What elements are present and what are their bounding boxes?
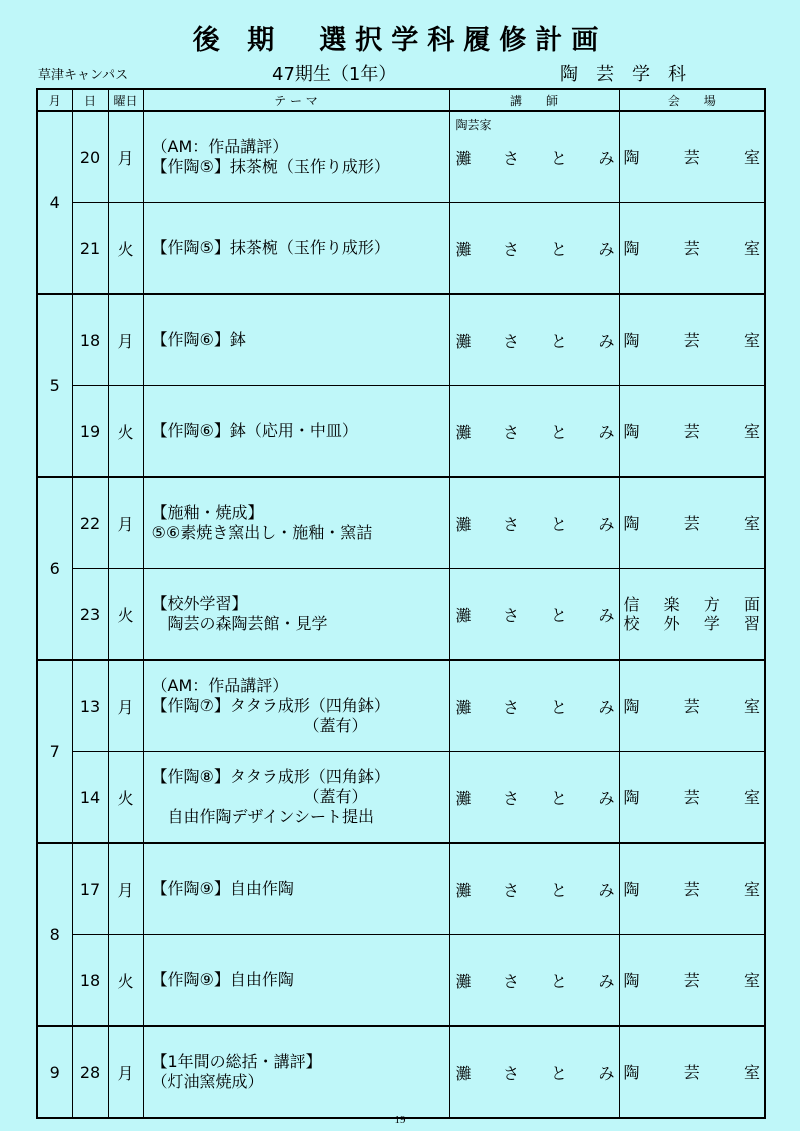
instructor-name: [456, 695, 615, 718]
table-row: [37, 752, 765, 844]
header-venue: 会 場: [619, 89, 765, 111]
venue-cell: [619, 935, 765, 1027]
venue-char: 室: [743, 787, 760, 807]
weekday-cell: 月: [108, 1026, 143, 1118]
header-instructor: 講 師: [449, 89, 619, 111]
instructor-name-char: さ: [503, 331, 520, 351]
table-row: [37, 111, 765, 203]
venue-cell: [619, 477, 765, 569]
instructor-cell: [449, 752, 619, 844]
instructor-name-char: と: [550, 605, 567, 625]
venue-line: [624, 971, 761, 990]
venue-char: 陶: [623, 238, 640, 258]
theme-cell: 【作陶⑥】鉢: [143, 294, 449, 386]
weekday-cell: 火: [108, 569, 143, 661]
day-cell: 28: [72, 1026, 108, 1118]
venue-char: 室: [743, 421, 760, 441]
month-cell: 9: [37, 1026, 72, 1118]
day-cell: 17: [72, 843, 108, 935]
instructor-name-char: さ: [503, 697, 520, 717]
day-cell: 19: [72, 386, 108, 478]
day-cell: 13: [72, 660, 108, 752]
instructor-name-char: 灘: [455, 1063, 472, 1083]
venue-char: 陶: [623, 970, 640, 990]
day-cell: 18: [72, 294, 108, 386]
instructor-name: [456, 512, 615, 535]
venue-char: 陶: [623, 696, 640, 716]
header-month: 月: [37, 89, 72, 111]
venue-line: [624, 595, 761, 614]
department-label: 陶芸学科: [560, 64, 704, 85]
venue-char: 室: [743, 238, 760, 258]
venue-cell: [619, 1026, 765, 1118]
theme-cell: （AM：作品講評） 【作陶⑦】タタラ成形（四角鉢） （蓋有）: [143, 660, 449, 752]
instructor-name-char: さ: [503, 1063, 520, 1083]
venue-char: 室: [743, 330, 760, 350]
instructor-name-char: 灘: [455, 422, 472, 442]
instructor-name-char: み: [598, 1063, 615, 1083]
instructor-name-char: 灘: [455, 331, 472, 351]
month-cell: 4: [37, 111, 72, 294]
table-row: [37, 569, 765, 661]
venue-cell: [619, 569, 765, 661]
instructor-name-char: と: [550, 1063, 567, 1083]
weekday-cell: 月: [108, 843, 143, 935]
weekday-cell: 火: [108, 203, 143, 295]
weekday-cell: 火: [108, 935, 143, 1027]
cohort-label: 47期生（1年）: [272, 64, 397, 85]
venue-char: 学: [703, 614, 720, 633]
header-theme: テ ー マ: [143, 89, 449, 111]
weekday-cell: 月: [108, 477, 143, 569]
table-row: [37, 294, 765, 386]
month-cell: 8: [37, 843, 72, 1026]
venue-char: 芸: [683, 238, 700, 258]
day-cell: 20: [72, 111, 108, 203]
venue-line: [624, 148, 761, 167]
instructor-name-char: と: [550, 880, 567, 900]
table-row: [37, 386, 765, 478]
instructor-name-char: 灘: [455, 605, 472, 625]
venue-cell: [619, 752, 765, 844]
theme-cell: 【施釉・焼成】 ⑤⑥素焼き窯出し・施釉・窯詰: [143, 477, 449, 569]
venue-char: 芸: [683, 330, 700, 350]
instructor-name-char: さ: [503, 605, 520, 625]
table-row: [37, 935, 765, 1027]
venue-char: 室: [743, 1062, 760, 1082]
theme-cell: 【作陶⑨】自由作陶: [143, 935, 449, 1027]
instructor-cell: [449, 569, 619, 661]
venue-char: 芸: [683, 421, 700, 441]
instructor-name-char: み: [598, 422, 615, 442]
venue-char: 信: [623, 595, 640, 614]
theme-cell: 【作陶⑨】自由作陶: [143, 843, 449, 935]
header-weekday: 曜日: [108, 89, 143, 111]
venue-char: 楽: [663, 595, 680, 614]
venue-char: 室: [743, 147, 760, 167]
venue-line: [624, 239, 761, 258]
venue-char: 芸: [683, 879, 700, 899]
table-row: [37, 1026, 765, 1118]
day-cell: 22: [72, 477, 108, 569]
theme-cell: 【校外学習】 陶芸の森陶芸館・見学: [143, 569, 449, 661]
instructor-name-char: と: [550, 514, 567, 534]
instructor-name-char: と: [550, 331, 567, 351]
venue-cell: [619, 660, 765, 752]
instructor-cell: [449, 843, 619, 935]
venue-char: 陶: [623, 879, 640, 899]
schedule-body: [37, 111, 765, 1118]
instructor-name-char: さ: [503, 422, 520, 442]
instructor-name-char: み: [598, 697, 615, 717]
instructor-cell: [449, 386, 619, 478]
instructor-name-char: み: [598, 880, 615, 900]
theme-cell: 【作陶⑧】タタラ成形（四角鉢） （蓋有） 自由作陶デザインシート提出: [143, 752, 449, 844]
table-header-row: [37, 89, 765, 111]
instructor-name-char: 灘: [455, 148, 472, 168]
weekday-cell: 月: [108, 294, 143, 386]
instructor-name-char: 灘: [455, 971, 472, 991]
campus-label: 草津キャンパス: [38, 68, 129, 83]
day-cell: 18: [72, 935, 108, 1027]
venue-char: 芸: [683, 513, 700, 533]
table-row: [37, 203, 765, 295]
venue-char: 面: [743, 595, 760, 614]
venue-char: 陶: [623, 1062, 640, 1082]
instructor-name-char: さ: [503, 788, 520, 808]
instructor-name-char: 灘: [455, 239, 472, 259]
venue-char: 芸: [683, 1062, 700, 1082]
instructor-name: [456, 1061, 615, 1084]
venue-line: [624, 1063, 761, 1082]
instructor-name-char: さ: [503, 880, 520, 900]
venue-line: [624, 614, 761, 633]
instructor-name-char: と: [550, 148, 567, 168]
venue-char: 陶: [623, 147, 640, 167]
day-cell: 23: [72, 569, 108, 661]
instructor-name-char: と: [550, 971, 567, 991]
venue-char: 芸: [683, 696, 700, 716]
instructor-name-char: と: [550, 422, 567, 442]
instructor-name-char: さ: [503, 971, 520, 991]
instructor-name-char: と: [550, 697, 567, 717]
month-cell: 7: [37, 660, 72, 843]
weekday-cell: 火: [108, 752, 143, 844]
instructor-name-char: 灘: [455, 880, 472, 900]
venue-char: 室: [743, 513, 760, 533]
instructor-name-char: み: [598, 788, 615, 808]
page-number: 19: [394, 1114, 406, 1126]
venue-char: 芸: [683, 787, 700, 807]
month-cell: 6: [37, 477, 72, 660]
venue-line: [624, 788, 761, 807]
venue-char: 陶: [623, 513, 640, 533]
instructor-cell: [449, 477, 619, 569]
venue-line: [624, 422, 761, 441]
instructor-cell: [449, 203, 619, 295]
instructor-name-char: み: [598, 971, 615, 991]
instructor-name-char: さ: [503, 239, 520, 259]
venue-char: 外: [663, 614, 680, 633]
venue-line: [624, 514, 761, 533]
venue-char: 方: [703, 595, 720, 614]
venue-line: [624, 331, 761, 350]
instructor-name-char: み: [598, 239, 615, 259]
venue-char: 芸: [683, 147, 700, 167]
instructor-name-char: み: [598, 514, 615, 534]
weekday-cell: 月: [108, 660, 143, 752]
venue-char: 陶: [623, 330, 640, 350]
instructor-name-char: み: [598, 331, 615, 351]
instructor-name: [456, 329, 615, 352]
instructor-cell: [449, 660, 619, 752]
table-row: [37, 660, 765, 752]
table-row: [37, 843, 765, 935]
venue-cell: [619, 111, 765, 203]
instructor-cell: [449, 111, 619, 203]
instructor-cell: [449, 294, 619, 386]
theme-cell: 【作陶⑤】抹茶椀（玉作り成形）: [143, 203, 449, 295]
instructor-name-char: み: [598, 605, 615, 625]
instructor-name-char: さ: [503, 148, 520, 168]
instructor-name: [456, 237, 615, 260]
venue-char: 芸: [683, 970, 700, 990]
instructor-cell: [449, 935, 619, 1027]
weekday-cell: 火: [108, 386, 143, 478]
page-title: 後 期 選択学科履修計画: [192, 25, 608, 56]
venue-cell: [619, 386, 765, 478]
schedule-table: [36, 88, 766, 1119]
instructor-name: [456, 878, 615, 901]
day-cell: 14: [72, 752, 108, 844]
instructor-name: [456, 146, 615, 169]
venue-char: 陶: [623, 421, 640, 441]
venue-cell: [619, 294, 765, 386]
instructor-name-char: さ: [503, 514, 520, 534]
table-row: [37, 477, 765, 569]
instructor-name: [456, 969, 615, 992]
venue-char: 校: [623, 614, 640, 633]
instructor-name-char: 灘: [455, 514, 472, 534]
instructor-title: 陶芸家: [455, 118, 492, 132]
instructor-name-char: 灘: [455, 788, 472, 808]
theme-cell: （AM：作品講評） 【作陶⑤】抹茶椀（玉作り成形）: [143, 111, 449, 203]
venue-char: 室: [743, 696, 760, 716]
venue-char: 室: [743, 879, 760, 899]
venue-char: 陶: [623, 787, 640, 807]
instructor-name-char: み: [598, 148, 615, 168]
venue-char: 室: [743, 970, 760, 990]
theme-cell: 【作陶⑥】鉢（応用・中皿）: [143, 386, 449, 478]
instructor-name: [456, 420, 615, 443]
theme-cell: 【1年間の総括・講評】 （灯油窯焼成）: [143, 1026, 449, 1118]
instructor-name: [456, 603, 615, 626]
venue-line: [624, 880, 761, 899]
instructor-name-char: 灘: [455, 697, 472, 717]
day-cell: 21: [72, 203, 108, 295]
instructor-name-char: と: [550, 239, 567, 259]
weekday-cell: 月: [108, 111, 143, 203]
instructor-name: [456, 786, 615, 809]
venue-cell: [619, 203, 765, 295]
month-cell: 5: [37, 294, 72, 477]
venue-char: 習: [743, 614, 760, 633]
instructor-cell: [449, 1026, 619, 1118]
venue-line: [624, 697, 761, 716]
venue-cell: [619, 843, 765, 935]
instructor-name-char: と: [550, 788, 567, 808]
header-day: 日: [72, 89, 108, 111]
